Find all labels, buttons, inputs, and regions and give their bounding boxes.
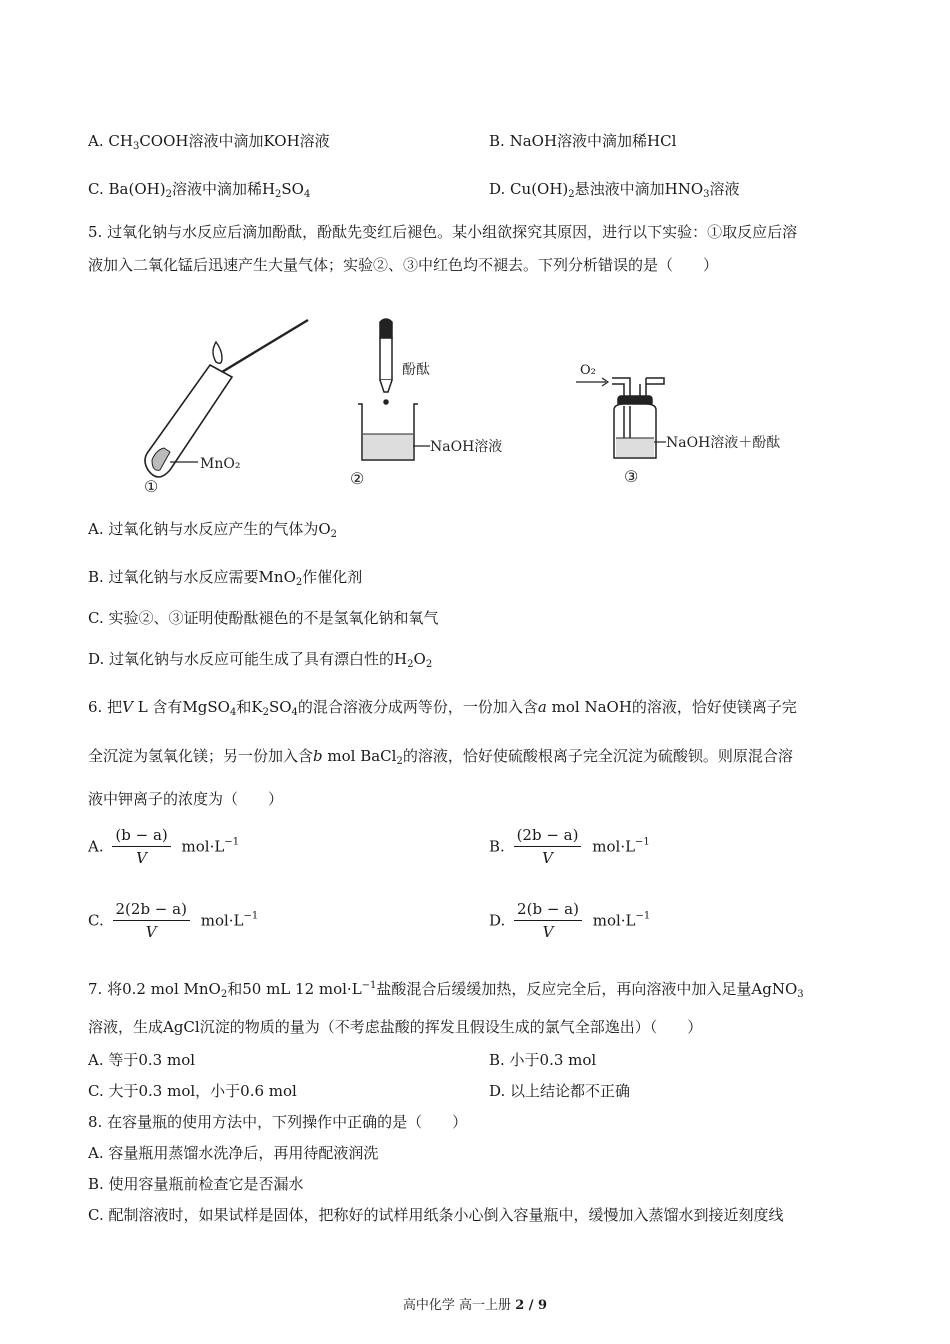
q7-option-c: C. 大于0.3 mol，小于0.6 mol	[88, 1082, 297, 1100]
fraction: $\frac{2(b - a)}{V}$	[514, 900, 582, 941]
q8-option-b: B. 使用容量瓶前检查它是否漏水	[88, 1175, 304, 1193]
page-number: 2 / 9	[515, 1298, 548, 1313]
q7-option-b: B. 小于0.3 mol	[489, 1051, 597, 1069]
apparatus-3	[576, 378, 666, 458]
phenolphthalein-label: 酚酞	[402, 362, 430, 378]
q4-option-c: C. $Ba(OH)_2$溶液中滴加稀$H_2SO_4$	[88, 180, 311, 200]
q6-stem-line3: 液中钾离子的浓度为（ ）	[88, 790, 284, 808]
fraction: $\frac{2(2b - a)}{V}$	[113, 900, 190, 941]
fraction: $\frac{(2b - a)}{V}$	[514, 826, 582, 867]
experiment-diagram	[130, 310, 810, 500]
q8-stem: 8. 在容量瓶的使用方法中，下列操作中正确的是（ ）	[88, 1113, 468, 1131]
q8-option-c: C. 配制溶液时，如果试样是固体，把称好的试样用纸条小心倒入容量瓶中，缓慢加入蒸馏水到接近刻度线	[88, 1206, 784, 1224]
q6-option-b: B. $\frac{(2b - a)}{V}$ $mol\cdot L^{-1}$	[489, 826, 650, 867]
q4-option-d: D. $Cu(OH)_2$悬浊液中滴加$HNO_3$溶液	[489, 180, 740, 200]
mno2-label: MnO₂	[200, 456, 241, 472]
naoh-label: NaOH溶液	[430, 439, 503, 455]
footer-title: 高中化学 高一上册	[402, 1298, 516, 1313]
q4-option-b: B. NaOH溶液中滴加稀HCl	[489, 132, 677, 150]
q5-option-b: B. 过氧化钠与水反应需要MnO$_2$作催化剂	[88, 568, 363, 588]
apparatus-1	[145, 320, 308, 477]
q7-option-d: D. 以上结论都不正确	[489, 1082, 631, 1100]
q4-option-a: A. $CH_3COOH$溶液中滴加KOH溶液	[88, 132, 330, 152]
figure-2-label: ②	[350, 469, 365, 488]
q7-stem-line1: 7. 将0.2 mol MnO$_2$和50 mL 12 $mol\cdot L^{-1}$盐酸混合后缓缓加热，反应完全后，再向溶液中加入足量AgNO$_3$	[88, 980, 804, 1000]
q5-option-d: D. 过氧化钠与水反应可能生成了具有漂白性的$H_2O_2$	[88, 650, 433, 670]
q6-option-a: A. $\frac{(b - a)}{V}$ $mol\cdot L^{-1}$	[88, 826, 240, 867]
q5-stem-line2: 液加入二氧化锰后迅速产生大量气体；实验②、③中红色均不褪去。下列分析错误的是（ ）	[88, 256, 719, 274]
page-footer	[0, 1294, 950, 1313]
q5-option-c: C. 实验②、③证明使酚酞褪色的不是氢氧化钠和氧气	[88, 609, 439, 627]
o2-label: O₂	[580, 363, 596, 378]
q6-option-d: D. $\frac{2(b - a)}{V}$ $mol\cdot L^{-1}$	[489, 900, 651, 941]
q5-experiment-figure	[130, 310, 810, 500]
q8-option-a: A. 容量瓶用蒸馏水洗净后，再用待配液润洗	[88, 1144, 379, 1162]
q7-option-a: A. 等于0.3 mol	[88, 1051, 196, 1069]
q5-stem-line1: 5. 过氧化钠与水反应后滴加酚酞，酚酞先变红后褪色。某小组欲探究其原因，进行以下实验：①取反应后溶	[88, 223, 798, 241]
naoh-phenol-label: NaOH溶液＋酚酞	[666, 435, 781, 451]
q7-stem-line2: 溶液，生成AgCl沉淀的物质的量为（不考虑盐酸的挥发且假设生成的氯气全部逸出）（ ）	[88, 1018, 703, 1036]
q5-option-a: A. 过氧化钠与水反应产生的气体为$O_2$	[88, 520, 338, 540]
q6-stem-line2: 全沉淀为氢氧化镁；另一份加入含b mol BaCl$_2$的溶液，恰好使硫酸根离子完全沉淀为硫酸钡。则原混合溶	[88, 747, 793, 767]
figure-1-label: ①	[144, 477, 159, 496]
q6-option-c: C. $\frac{2(2b - a)}{V}$ $mol\cdot L^{-1}$	[88, 900, 259, 941]
q6-stem-line1: 6. 把V L 含有MgSO$_4$和$K_2SO_4$的混合溶液分成两等份，一份加入含a mol NaOH的溶液，恰好使镁离子完	[88, 698, 797, 718]
fraction: $\frac{(b - a)}{V}$	[112, 826, 170, 867]
figure-3-label: ③	[624, 467, 639, 486]
apparatus-2	[358, 319, 430, 460]
